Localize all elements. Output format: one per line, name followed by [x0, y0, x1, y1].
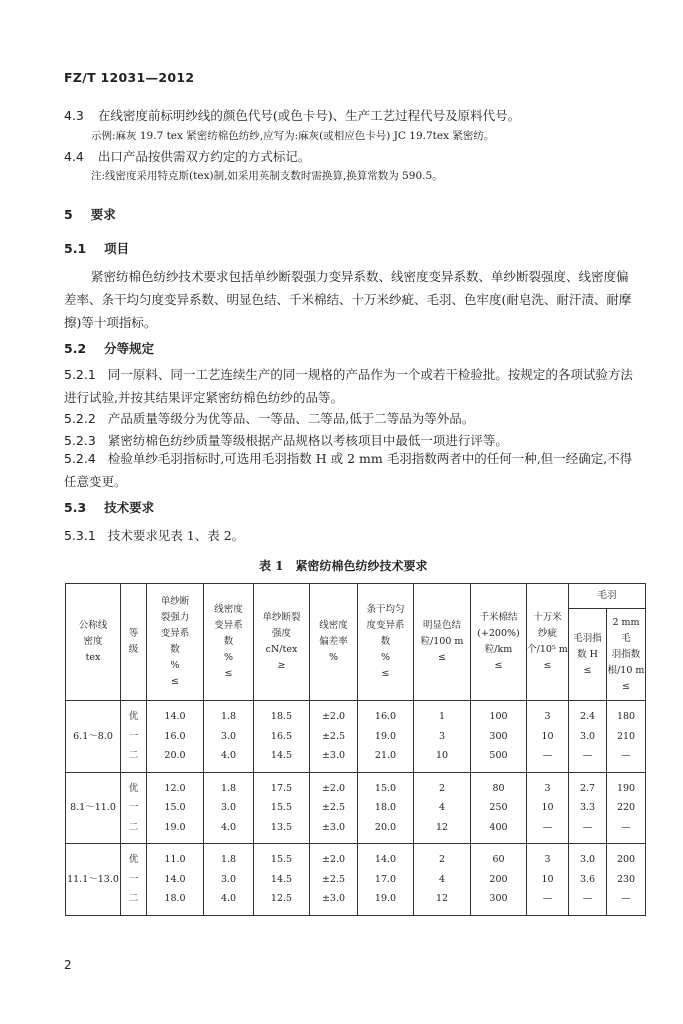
- header-line: 数: [380, 636, 391, 647]
- cell-value: 10: [541, 873, 554, 885]
- cell-value: 13.5: [270, 821, 293, 833]
- header-line: ≤: [583, 664, 592, 676]
- clause-number: 5.2.2: [64, 411, 96, 426]
- clause-5-2-4: [64, 447, 636, 493]
- header-evenness: [358, 584, 414, 701]
- cell-value: —: [621, 821, 631, 833]
- header-line: 数 H: [577, 648, 598, 660]
- section-number: 5: [64, 207, 73, 222]
- clause-text: 同一原料、同一工艺连续生产的同一规格的产品作为一个或若干检验批。按规定的各项试验方法进行试验,并按其结果评定紧密纺棉色纺纱的品等。: [64, 367, 633, 405]
- cell-value: 3: [544, 854, 551, 865]
- clause-text: 紧密纺棉色纺纱质量等级根据产品规格以考核项目中最低一项进行评等。: [107, 433, 508, 448]
- clause-text: 在线密度前标明纱线的颜色代号(或色卡号)、生产工艺过程代号及原料代号。: [97, 108, 521, 123]
- cell-lines: [358, 779, 413, 838]
- cell-value: 4.0: [220, 893, 237, 904]
- header-density: [66, 584, 121, 701]
- spec-table: [65, 583, 646, 916]
- cell-neps: [471, 701, 527, 773]
- cell-value: 优: [128, 782, 139, 794]
- cell-value: 60: [492, 854, 505, 865]
- header-line: ≤: [494, 660, 503, 671]
- cell-grade: [121, 844, 147, 916]
- clause-4-4: [64, 147, 310, 165]
- cell-value: 15.0: [374, 782, 397, 794]
- section-5-2-heading: [64, 339, 154, 357]
- section-5-1-paragraph: 紧密纺棉色纺纱技术要求包括单纱断裂强力变异系数、线密度变异系数、单纱断裂强度、线密度偏差率、条干均匀度变异系数、明显色结、千米棉结、十万米纱疵、毛羽、色牢度(耐皂洗、耐汗渍、耐摩擦)等十项指标。: [64, 269, 632, 330]
- cell-grade: [121, 701, 147, 773]
- header-line: 粒/100 m: [420, 636, 464, 647]
- cell-lines: [254, 850, 309, 909]
- cell-value: 400: [489, 821, 508, 833]
- header-line: 级: [128, 644, 139, 655]
- cell-value: ±2.0: [321, 782, 346, 794]
- header-lines: [310, 618, 357, 666]
- cell-value: 3.0: [220, 730, 237, 742]
- cell-value: 21.0: [374, 750, 397, 761]
- cell-value: 12: [435, 821, 449, 833]
- header-line: 数: [223, 636, 234, 647]
- cell-cv-strength: [147, 701, 204, 773]
- header-line: (+200%): [477, 628, 520, 639]
- cell-value: 3.0: [579, 730, 596, 742]
- cell-value: 3.6: [579, 873, 596, 885]
- header-line: 裂强力: [160, 612, 190, 623]
- clause-number: 4.4: [64, 149, 84, 164]
- cell-density: 11.1～13.0: [66, 844, 121, 916]
- clause-text: 检验单纱毛羽指标时,可选用毛羽指数 H 或 2 mm 毛羽指数两者中的任何一种,但一经确定,不得任意变更。: [64, 451, 633, 489]
- cell-cv-density: [204, 701, 254, 773]
- header-lines: [66, 618, 120, 666]
- cell-neps: [471, 772, 527, 844]
- cell-value: 4.0: [220, 750, 237, 761]
- cell-lines: [607, 707, 645, 766]
- cell-color-knot: [414, 844, 471, 916]
- cell-value: 3.0: [220, 802, 237, 813]
- header-lines: [204, 602, 253, 682]
- cell-value: 18.0: [164, 893, 186, 904]
- header-line: 线密度: [214, 604, 243, 615]
- header-cv-density: [204, 584, 254, 701]
- cell-value: 250: [489, 802, 508, 813]
- cell-lines: [569, 707, 606, 766]
- cell-value: 一: [128, 873, 139, 885]
- header-line: 公称线: [78, 620, 108, 631]
- cell-strength: [254, 772, 310, 844]
- clause-number: 5.2.3: [64, 433, 96, 448]
- clause-text: 产品质量等级分为优等品、一等品、二等品,低于二等品为等外品。: [107, 411, 475, 426]
- header-line: ≤: [381, 668, 390, 679]
- cell-value: 18.0: [374, 802, 397, 813]
- cell-value: 1.8: [220, 854, 237, 865]
- cell-value: —: [582, 821, 593, 833]
- header-lines: [121, 626, 146, 658]
- header-color-knot: [414, 584, 471, 701]
- cell-faults: [527, 844, 569, 916]
- clause-number: 4.3: [64, 108, 84, 123]
- cell-lines: [310, 850, 357, 909]
- cell-value: ±3.0: [321, 893, 346, 904]
- cell-strength: [254, 701, 310, 773]
- cell-value: 16.5: [270, 730, 293, 742]
- cell-deviation: [310, 844, 358, 916]
- cell-value: 230: [616, 873, 636, 885]
- table-row: [66, 701, 646, 773]
- header-deviation: [310, 584, 358, 701]
- header-line: ≤: [438, 652, 446, 663]
- cell-value: 200: [489, 873, 508, 885]
- header-strength: [254, 584, 310, 701]
- cell-lines: [147, 779, 203, 838]
- cell-lines: [527, 779, 568, 838]
- header-lines: [607, 615, 645, 695]
- cell-deviation: [310, 772, 358, 844]
- cell-value: 16.0: [374, 711, 397, 722]
- cell-hair-2mm: [607, 772, 646, 844]
- section-number: 5.2: [64, 341, 87, 356]
- cell-value: 15.5: [270, 854, 293, 865]
- cell-value: 220: [616, 802, 636, 813]
- cell-value: 19.0: [374, 730, 397, 742]
- cell-value: 14.5: [270, 750, 293, 761]
- cell-value: 500: [489, 750, 508, 761]
- cell-value: 2.4: [579, 711, 596, 722]
- cell-lines: [414, 850, 470, 909]
- cell-lines: [254, 779, 309, 838]
- document-code: FZ/T 12031—2012: [64, 70, 195, 85]
- clause-number: 5.3.1: [64, 528, 96, 543]
- cell-lines: [607, 850, 645, 909]
- clause-4-3: [64, 106, 520, 124]
- header-line: 偏差率: [319, 636, 348, 647]
- cell-density: 6.1～8.0: [66, 701, 121, 773]
- cell-value: 19.0: [164, 821, 186, 833]
- cell-value: —: [582, 893, 593, 904]
- clause-text: 技术要求见表 1、表 2。: [107, 528, 245, 543]
- cell-neps: [471, 844, 527, 916]
- header-cv-strength: [147, 584, 204, 701]
- header-line: ≤: [543, 660, 552, 671]
- header-hair-index: [569, 609, 607, 701]
- cell-cv-strength: [147, 772, 204, 844]
- cell-value: 300: [489, 730, 508, 742]
- header-line: 个/10⁵ m: [527, 644, 568, 655]
- cell-value: 11.0: [164, 854, 186, 865]
- cell-value: 17.5: [270, 782, 293, 794]
- section-title: 技术要求: [104, 500, 155, 515]
- cell-value: 20.0: [374, 821, 397, 833]
- cell-value: 14.0: [374, 854, 397, 865]
- cell-value: 14.5: [270, 873, 293, 885]
- cell-value: 210: [616, 730, 636, 742]
- cell-value: 3.0: [579, 854, 596, 865]
- cell-value: —: [542, 821, 553, 833]
- section-number: 5.3: [64, 500, 87, 515]
- cell-value: —: [621, 893, 631, 904]
- cell-value: 15.0: [164, 802, 186, 813]
- section-title: 要求: [90, 207, 116, 222]
- header-line: 单纱断裂: [262, 612, 301, 623]
- cell-value: 12.5: [270, 893, 293, 904]
- cell-value: 180: [616, 711, 636, 722]
- cell-lines: [254, 707, 309, 766]
- header-lines: [147, 594, 203, 690]
- header-line: 纱疵: [537, 628, 557, 639]
- header-lines: [569, 631, 606, 679]
- cell-evenness: [358, 701, 414, 773]
- header-line: 密度: [83, 636, 103, 647]
- cell-value: 2: [438, 782, 446, 794]
- header-line: 等: [128, 628, 139, 639]
- cell-value: 12: [435, 893, 449, 904]
- cell-value: —: [582, 750, 593, 761]
- cell-lines: [310, 707, 357, 766]
- cell-value: 二: [128, 821, 139, 833]
- header-lines: [527, 610, 568, 674]
- cell-lines: [121, 707, 146, 766]
- cell-lines: [121, 779, 146, 838]
- cell-value: —: [542, 750, 553, 761]
- cell-lines: [414, 779, 470, 838]
- cell-value: 2.7: [579, 782, 596, 794]
- cell-evenness: [358, 772, 414, 844]
- cell-value: 14.0: [164, 711, 186, 722]
- cell-lines: [204, 707, 253, 766]
- cell-color-knot: [414, 772, 471, 844]
- header-line: 千米棉结: [479, 612, 518, 623]
- cell-value: ±2.5: [321, 873, 346, 885]
- cell-lines: [121, 850, 146, 909]
- cell-hair-index: [569, 772, 607, 844]
- page-number: 2: [64, 958, 72, 972]
- header-line: 羽指数: [611, 648, 641, 660]
- cell-lines: [358, 850, 413, 909]
- cell-faults: [527, 772, 569, 844]
- cell-value: 二: [128, 750, 139, 761]
- table-caption: 表 1 紧密纺棉色纺纱技术要求: [259, 559, 428, 573]
- header-line: 根/10 m: [607, 664, 645, 676]
- clause-number: 5.2.1: [64, 367, 96, 382]
- cell-value: 4: [438, 873, 446, 885]
- cell-strength: [254, 844, 310, 916]
- cell-evenness: [358, 844, 414, 916]
- cell-value: 18.5: [270, 711, 293, 722]
- cell-cv-density: [204, 772, 254, 844]
- header-line: 单纱断: [160, 596, 190, 607]
- header-line: tex: [85, 652, 101, 663]
- cell-value: 16.0: [164, 730, 186, 742]
- header-line: %: [223, 652, 234, 663]
- header-line: %: [328, 652, 339, 663]
- section-5-1-heading: [64, 239, 129, 257]
- cell-value: 3.3: [579, 802, 596, 813]
- cell-deviation: [310, 701, 358, 773]
- header-line: ≥: [277, 660, 286, 671]
- header-line: %: [170, 660, 180, 671]
- cell-lines: [147, 850, 203, 909]
- cell-value: ±3.0: [321, 821, 346, 833]
- clause-5-2-2: [64, 409, 474, 427]
- cell-value: 20.0: [164, 750, 186, 761]
- cell-value: ±2.5: [321, 730, 346, 742]
- cell-density: 8.1～11.0: [66, 772, 121, 844]
- cell-value: 4: [438, 802, 446, 813]
- cell-hair-index: [569, 701, 607, 773]
- section-title: 项目: [104, 241, 130, 256]
- cell-cv-density: [204, 844, 254, 916]
- header-line: ≤: [224, 668, 233, 679]
- table-row: [66, 844, 646, 916]
- cell-hair-2mm: [607, 701, 646, 773]
- header-line: 数: [170, 644, 180, 655]
- cell-value: 100: [489, 711, 508, 722]
- header-line: 线密度: [319, 620, 348, 631]
- cell-lines: [569, 779, 606, 838]
- cell-value: 3: [438, 730, 446, 742]
- header-line: ≤: [622, 680, 630, 692]
- cell-lines: [310, 779, 357, 838]
- header-neps: [471, 584, 527, 701]
- cell-lines: [414, 707, 470, 766]
- section-title: 分等规定: [104, 341, 155, 356]
- cell-value: ±2.5: [321, 802, 346, 813]
- cell-value: ±3.0: [321, 750, 346, 761]
- header-line: 粒/km: [484, 644, 513, 655]
- clause-text: 出口产品按供需双方约定的方式标记。: [97, 149, 311, 164]
- header-faults: [527, 584, 569, 701]
- cell-value: 3: [544, 782, 551, 794]
- cell-value: 优: [128, 711, 139, 722]
- cell-lines: [471, 707, 526, 766]
- table-row: [66, 772, 646, 844]
- cell-value: 80: [492, 782, 505, 794]
- cell-value: 17.0: [374, 873, 397, 885]
- cell-value: 一: [128, 802, 139, 813]
- header-lines: [471, 610, 526, 674]
- section-5-3-heading: [64, 498, 154, 516]
- cell-lines: [471, 779, 526, 838]
- cell-value: 3: [544, 711, 551, 722]
- section-number: 5.1: [64, 241, 87, 256]
- header-line: 强度: [271, 628, 291, 639]
- cell-grade: [121, 772, 147, 844]
- header-lines: [254, 610, 309, 674]
- cell-lines: [569, 850, 606, 909]
- cell-value: 14.0: [164, 873, 186, 885]
- section-5-heading: [64, 205, 116, 223]
- cell-value: ±2.0: [321, 854, 346, 865]
- header-line: 度变异系: [366, 620, 405, 631]
- header-line: 毛羽指: [573, 632, 602, 644]
- cell-cv-strength: [147, 844, 204, 916]
- cell-value: 300: [489, 893, 508, 904]
- header-lines: [414, 618, 470, 666]
- clause-5-3-1: [64, 526, 244, 544]
- header-line: 变异系: [214, 620, 243, 631]
- cell-value: 19.0: [374, 893, 397, 904]
- cell-value: 12.0: [164, 782, 186, 794]
- cell-lines: [527, 707, 568, 766]
- cell-value: 10: [541, 802, 554, 813]
- cell-value: 200: [616, 854, 636, 865]
- cell-value: 10: [541, 730, 554, 742]
- cell-value: 一: [128, 730, 139, 742]
- cell-lines: [358, 707, 413, 766]
- cell-hair-index: [569, 844, 607, 916]
- note-line: 注:线密度采用特克斯(tex)制,如采用英制支数时需换算,换算常数为 590.5。: [91, 170, 443, 182]
- cell-faults: [527, 701, 569, 773]
- cell-value: 1.8: [220, 711, 237, 722]
- cell-value: 15.5: [270, 802, 293, 813]
- header-line: cN/tex: [265, 644, 298, 655]
- cell-value: ±2.0: [321, 711, 346, 722]
- header-line: 十万米: [533, 612, 562, 623]
- clause-5-2-1: [64, 363, 636, 409]
- cell-value: 190: [616, 782, 636, 794]
- cell-value: 1: [438, 711, 446, 722]
- cell-lines: [147, 707, 203, 766]
- header-line: 变异系: [160, 628, 190, 639]
- header-hairiness-group: 毛羽: [569, 584, 646, 609]
- header-line: %: [380, 652, 391, 663]
- cell-value: —: [621, 750, 631, 761]
- cell-lines: [204, 850, 253, 909]
- cell-lines: [471, 850, 526, 909]
- header-line: 明显色结: [422, 620, 461, 631]
- cell-lines: [527, 850, 568, 909]
- cell-value: 优: [128, 854, 139, 865]
- cell-value: 10: [435, 750, 449, 761]
- example-line: 示例:麻灰 19.7 tex 紧密纺棉色纺纱,应写为:麻灰(或相应色卡号) JC 19.7tex 紧密纺。: [91, 130, 495, 142]
- header-lines: [358, 602, 413, 682]
- header-line: ≤: [171, 676, 179, 687]
- cell-hair-2mm: [607, 844, 646, 916]
- cell-value: 2: [438, 854, 446, 865]
- cell-value: 3.0: [220, 873, 237, 885]
- header-grade: [121, 584, 147, 701]
- header-line: 条干均匀: [366, 604, 405, 615]
- cell-color-knot: [414, 701, 471, 773]
- cell-value: 二: [128, 893, 139, 904]
- header-hair-2mm: [607, 609, 646, 701]
- header-line: 2 mm 毛: [612, 616, 640, 644]
- cell-value: 4.0: [220, 821, 237, 833]
- cell-value: —: [542, 893, 553, 904]
- cell-value: 1.8: [220, 782, 237, 794]
- cell-lines: [607, 779, 645, 838]
- clause-number: 5.2.4: [64, 451, 96, 466]
- cell-lines: [204, 779, 253, 838]
